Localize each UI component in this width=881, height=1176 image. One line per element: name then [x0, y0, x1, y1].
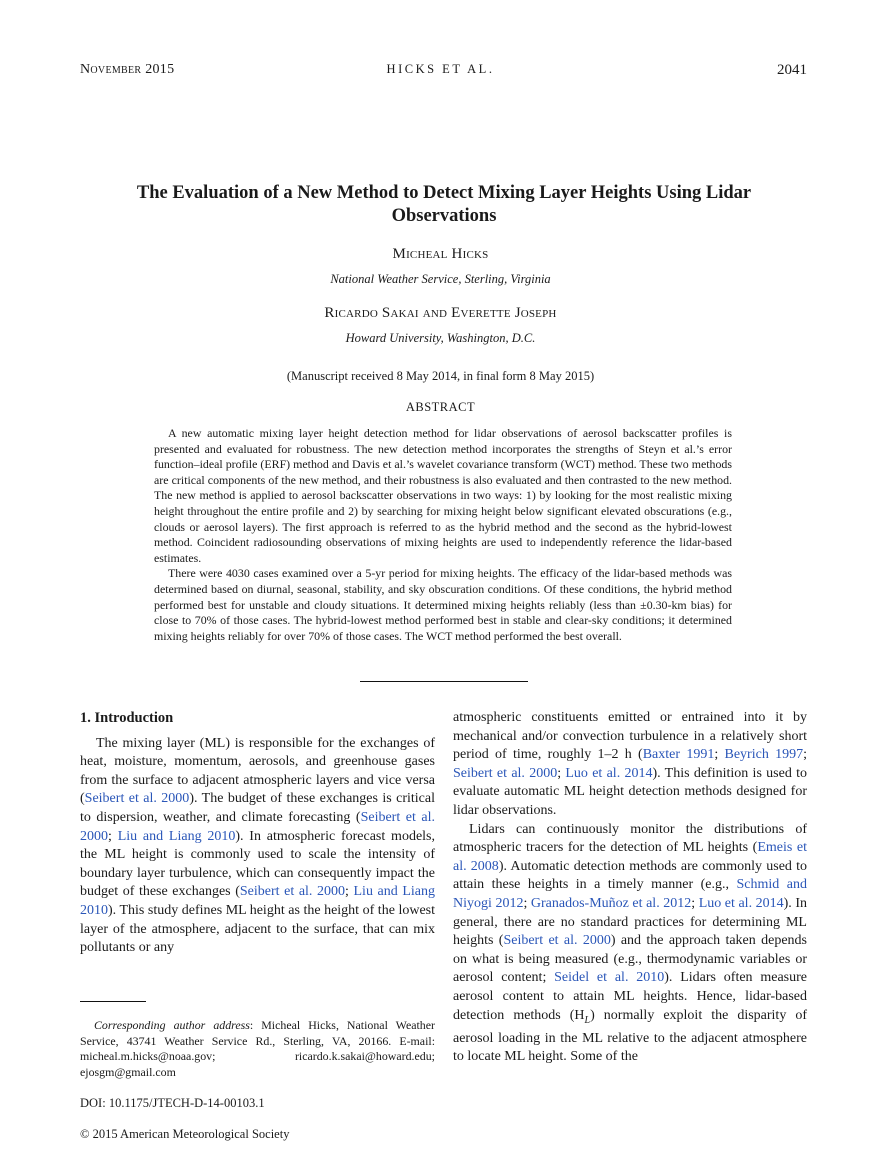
- corresponding-author-footnote: [80, 1018, 435, 1080]
- doi: DOI: 10.1175/JTECH-D-14-00103.1: [80, 1096, 265, 1110]
- citation-link[interactable]: Luo et al. 2014: [698, 895, 784, 911]
- citation-link[interactable]: Seibert et al. 2000: [84, 791, 190, 807]
- footnote-text: : Micheal Hicks, National Weather Service, 43741 Weather Service Rd., Sterling, VA, 20166. E-mail: micheal.m.hicks@noaa.gov; ricardo.k.sakai@howard.edu; ejosgm@gmail.com: [80, 1018, 435, 1079]
- author-1: Micheal Hicks: [392, 246, 489, 262]
- subscript: L: [584, 1014, 591, 1026]
- running-header-date: November 2015: [80, 62, 175, 77]
- citation-link[interactable]: Schmid and Niyogi 2012: [453, 877, 807, 911]
- citation-link[interactable]: Liu and Liang 2010: [117, 828, 236, 844]
- footnote-divider: [80, 1001, 146, 1002]
- citation-link[interactable]: Seidel et al. 2010: [554, 970, 665, 986]
- author-2: Ricardo Sakai and Everette Joseph: [324, 305, 557, 321]
- footnote-label: Corresponding author address: [94, 1018, 250, 1032]
- citation-link[interactable]: Baxter 1991: [642, 747, 715, 763]
- paper-title: The Evaluation of a New Method to Detect Mixing Layer Heights Using Lidar Observations: [136, 183, 752, 226]
- running-header-authors: HICKS ET AL.: [386, 62, 495, 76]
- citation-link[interactable]: Seibert et al. 2000: [453, 765, 558, 781]
- abstract-paragraph: A new automatic mixing layer height detection method for lidar observations of aerosol backscatter profiles is presented and evaluated for robustness. The new detection method incorporates the strengths of Steyn et al.’s error function–ideal profile (ERF) method and Davis et al.’s wavelet covariance transform (WCT) method. These two methods are critical components of the new method, and their robustness is also evaluated and then contrasted to the new method. The new method is applied to aerosol backscatter observations in two ways: 1) by looking for the most realistic mixing height throughout the entire profile and 2) by searching for mixing height below significant elevated obscurations (e.g., clouds or aerosol layers). The first approach is referred to as the hybrid method and the second as the hybrid-lowest method. Coincident radiosounding observations of mixing heights are used to independently reference the lidar-based estimates.: [154, 426, 732, 565]
- citation-link[interactable]: Granados-Muñoz et al. 2012: [530, 895, 692, 911]
- abstract-heading: ABSTRACT: [405, 400, 476, 414]
- manuscript-dates: (Manuscript received 8 May 2014, in final form 8 May 2015): [286, 369, 595, 383]
- page-number: 2041: [777, 62, 807, 78]
- citation-link[interactable]: Luo et al. 2014: [565, 765, 653, 781]
- left-column: [80, 709, 435, 958]
- body-paragraph: Lidars can continuously monitor the distributions of atmospheric tracers for the detection of ML heights (Emeis et al. 2008). Automatic detection methods are commonly used to attain these heights in a timely manner (e.g., Schmid and Niyogi 2012; Granados-Muñoz et al. 2012; Luo et al. 2014). In general, there are no standard practices for determining ML heights (Seibert et al. 2000) and the approach taken depends on what is being measured (e.g., thermodynamic variables or aerosol content; Seidel et al. 2010). Lidars often measure aerosol content to attain ML heights. Hence, lidar-based detection methods $(H_L)$ normally exploit the disparity of aerosol loading in the ML relative to the adjacent atmosphere to locate ML height. Some of the: [453, 821, 808, 1065]
- abstract-paragraph: There were 4030 cases examined over a 5-yr period for mixing heights. The efficacy of the lidar-based methods was determined based on diurnal, seasonal, stability, and sky obscuration conditions. Of these conditions, the hybrid method performed best for unstable and cloudy situations. It determined mixing heights reliably (less than ±0.30-km bias) for close to 70% of those cases. The hybrid-lowest method performed best in stable and clear-sky conditions; it determined mixing heights reliably for over 70% of those cases. The WCT method performed the best overall.: [154, 566, 732, 643]
- right-column: [453, 709, 807, 1067]
- abstract: [154, 426, 732, 644]
- citation-link[interactable]: Liu and Liang 2010: [80, 884, 435, 918]
- body-paragraph: atmospheric constituents emitted or entrained into it by mechanical and/or convection turbulence in a relatively short period of time, roughly 1–2 h (Baxter 1991; Beyrich 1997; Seibert et al. 2000; Luo et al. 2014). This definition is used to evaluate automatic ML height detection methods designed for lidar observations.: [453, 710, 808, 818]
- section-heading: 1. Introduction: [80, 710, 174, 726]
- affiliation-2: Howard University, Washington, D.C.: [345, 331, 536, 345]
- copyright: © 2015 American Meteorological Society: [80, 1127, 290, 1141]
- citation-link[interactable]: Emeis et al. 2008: [453, 840, 807, 874]
- affiliation-1: National Weather Service, Sterling, Virginia: [330, 272, 551, 286]
- section-divider: [360, 681, 528, 682]
- citation-link[interactable]: Seibert et al. 2000: [503, 933, 611, 949]
- citation-link[interactable]: Seibert et al. 2000: [80, 809, 435, 844]
- body-paragraph: The mixing layer (ML) is responsible for the exchanges of heat, moisture, momentum, aerosols, and greenhouse gases from the surface to adjacent atmospheric layers and vice versa (Seibert et al. 2000). The budget of these exchanges is critical to dispersion, weather, and climate forecasting (Seibert et al. 2000; Liu and Liang 2010). In atmospheric forecast models, the ML height is commonly used to scale the intensity of boundary layer turbulence, which can consequently impact the budget of these exchanges (Seibert et al. 2000; Liu and Liang 2010). This study defines ML height as the height of the lowest layer of the atmosphere, adjacent to the surface, that can mix pollutants or any: [80, 735, 435, 956]
- citation-link[interactable]: Seibert et al. 2000: [239, 884, 346, 900]
- citation-link[interactable]: Beyrich 1997: [724, 747, 804, 763]
